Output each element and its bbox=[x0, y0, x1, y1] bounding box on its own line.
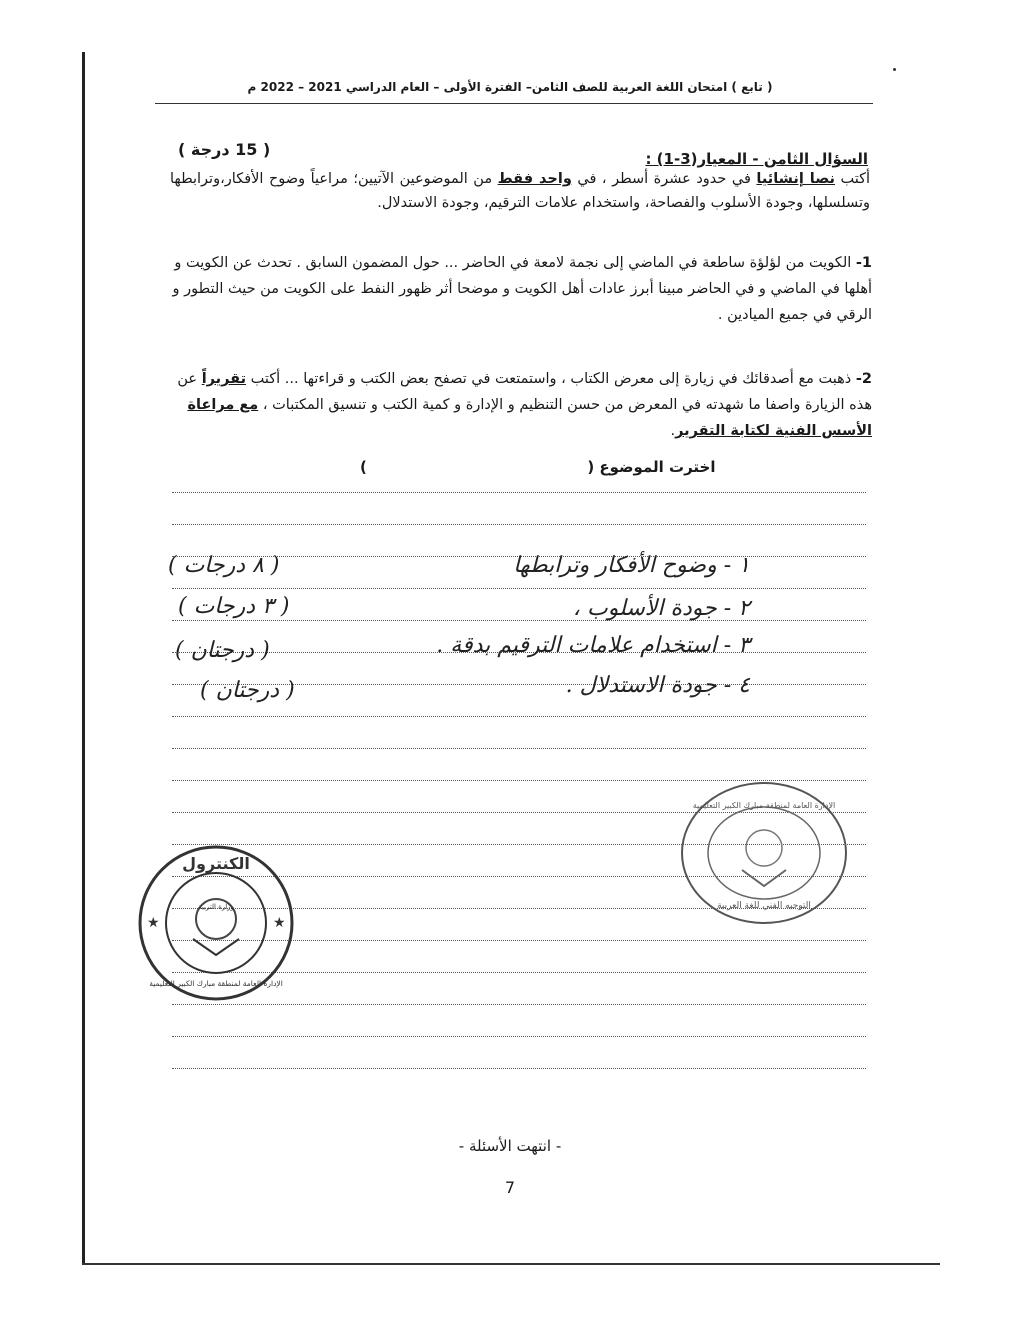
topic-2-text-a: ذهبت مع أصدقائك في زيارة إلى معرض الكتاب ، واستمتعت في تصفح بعض الكتب و قراءتها ... أكتب bbox=[250, 371, 852, 387]
end-of-questions: - انتهت الأسئلة - bbox=[458, 1137, 562, 1155]
star-icon: ★ bbox=[147, 915, 160, 931]
instruction-emphasis-2: واحد فقط bbox=[497, 171, 572, 187]
stamp-left-center-text: وزارة التربية bbox=[198, 903, 234, 911]
instruction-emphasis-1: نصا إنشائيا bbox=[756, 171, 835, 187]
handwritten-score-3: ( درجتان ) bbox=[175, 638, 270, 663]
question-heading bbox=[645, 150, 868, 168]
topic-2-report-word: تقريراً bbox=[201, 371, 247, 387]
header-divider bbox=[155, 103, 873, 104]
instruction-part-1: أكتب bbox=[840, 171, 871, 187]
stamp-left-bottom-text: الإدارة العامة لمنطقة مبارك الكبير التعليمية bbox=[149, 979, 283, 988]
question-instruction bbox=[170, 167, 870, 215]
answer-line[interactable] bbox=[172, 524, 866, 525]
chosen-topic-label: اخترت الموضوع ( bbox=[587, 458, 716, 476]
instruction-part-5: من الموضوعين الآتيين؛ مراعياً وضوح الأفكار،وترابطها وتسلسلها، وجودة الأسلوب والفصاحة، واستخدام علامات الترقيم، وجودة الاستدلال. bbox=[170, 171, 870, 211]
answer-line[interactable] bbox=[172, 1036, 866, 1037]
chosen-topic-field bbox=[360, 458, 716, 476]
handwritten-criterion-3: ٣ - استخدام علامات الترقيم بدقة . bbox=[436, 633, 750, 658]
answer-line[interactable] bbox=[172, 1068, 866, 1069]
topic-2-number: 2- bbox=[855, 371, 872, 387]
question-marks: ( 15 درجة ) bbox=[178, 140, 271, 159]
stamp-right-inner-text: التوجيه الفني للغة العربية bbox=[717, 901, 811, 911]
sheet-left-edge bbox=[82, 52, 85, 1265]
chosen-topic-close: ) bbox=[360, 458, 367, 476]
question-heading-text: السؤال الثامن - المعيار(3-1) : bbox=[645, 150, 868, 168]
answer-line[interactable] bbox=[172, 620, 866, 621]
exam-header: ( تابع ) امتحان اللغة العربية للصف الثامن– الفترة الأولى – العام الدراسي 2021 – 2022 م bbox=[247, 80, 773, 94]
topic-1-text: الكويت من لؤلؤة ساطعة في الماضي إلى نجمة لامعة في الحاضر ... حول المضمون السابق . تحدث عن الكويت و أهلها في الماضي و في الحاضر مبينا أبرز عادات أهل الكويت و موضحا أثر ظهور النفط على الكويت من حيث التطور و الرقي في جميع الميادين . bbox=[172, 255, 872, 323]
control-stamp bbox=[135, 843, 297, 1003]
stamp-right-outer-text: الإدارة العامة لمنطقة مبارك الكبير التعليمية bbox=[692, 801, 836, 810]
stamp-left-top-text: الكنترول bbox=[182, 854, 250, 873]
handwritten-score-1: ( ٨ درجات ) bbox=[168, 553, 280, 578]
handwritten-criterion-2: ٢ - جودة الأسلوب ، bbox=[572, 596, 750, 621]
handwritten-score-4: ( درجتان ) bbox=[200, 678, 295, 703]
arabic-supervision-stamp bbox=[678, 778, 850, 928]
answer-line[interactable] bbox=[172, 492, 866, 493]
answer-line[interactable] bbox=[172, 1004, 866, 1005]
answer-line[interactable] bbox=[172, 748, 866, 749]
answer-line[interactable] bbox=[172, 588, 866, 589]
topic-2-text-c: عن هذه الزيارة واصفا ما شهدته في المعرض من حسن التنظيم و الإدارة و كمية الكتب و تنسيق المكتبات ، bbox=[177, 371, 872, 413]
handwritten-score-2: ( ٣ درجات ) bbox=[178, 594, 290, 619]
topic-1 bbox=[172, 250, 872, 328]
instruction-part-3: في حدود عشرة أسطر ، في bbox=[577, 171, 751, 187]
star-icon: ★ bbox=[273, 915, 286, 931]
page-number: 7 bbox=[504, 1178, 516, 1197]
topic-2-period: . bbox=[670, 423, 676, 439]
topic-2 bbox=[172, 366, 872, 444]
speck bbox=[893, 68, 896, 71]
topic-1-number: 1- bbox=[855, 255, 872, 271]
handwritten-criterion-4: ٤ - جودة الاستدلال . bbox=[565, 673, 750, 698]
handwritten-criterion-1: ١ - وضوح الأفكار وترابطها bbox=[513, 553, 750, 578]
answer-line[interactable] bbox=[172, 716, 866, 717]
sheet-bottom-edge bbox=[82, 1263, 940, 1265]
topic-2-emphasis: مع مراعاة الأسس الفنية لكتابة التقرير bbox=[187, 397, 872, 439]
